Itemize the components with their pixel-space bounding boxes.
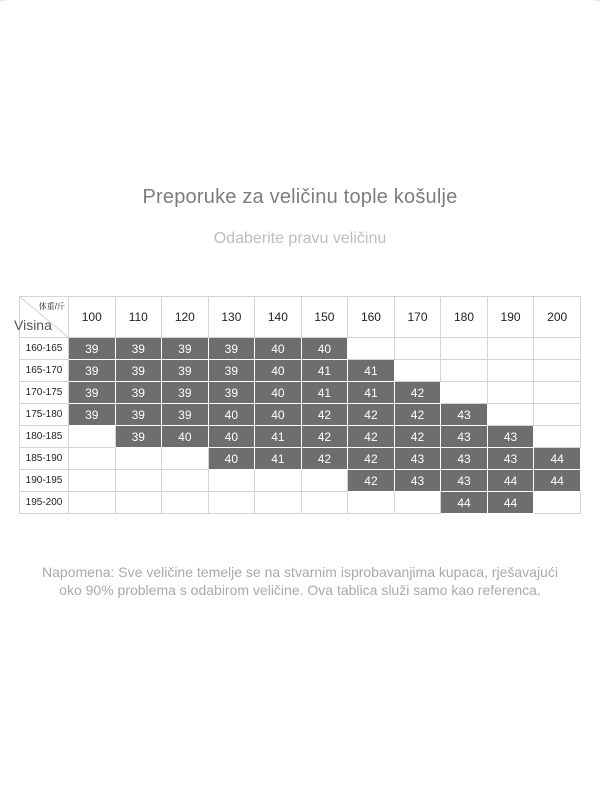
table-row (20, 360, 581, 382)
height-range-cell: 195-200 (20, 492, 69, 514)
size-cell: 44 (487, 470, 534, 492)
height-range-cell: 190-195 (20, 470, 69, 492)
height-range-cell: 185-190 (20, 448, 69, 470)
table-row (20, 404, 581, 426)
empty-cell (487, 404, 534, 426)
weight-header-row (20, 297, 581, 338)
page-title: Preporuke za veličinu tople košulje (142, 186, 458, 208)
height-range-cell: 165-170 (20, 360, 69, 382)
size-cell: 40 (255, 338, 302, 360)
size-cell: 43 (441, 426, 488, 448)
empty-cell (301, 470, 348, 492)
empty-cell (534, 338, 581, 360)
height-range-cell: 175-180 (20, 404, 69, 426)
size-cell: 39 (115, 426, 162, 448)
weight-header: 100 (69, 297, 116, 338)
size-cell: 39 (208, 338, 255, 360)
size-cell: 41 (348, 360, 395, 382)
size-cell: 42 (394, 426, 441, 448)
size-cell: 41 (255, 426, 302, 448)
empty-cell (534, 360, 581, 382)
size-cell: 42 (301, 448, 348, 470)
size-cell: 42 (348, 404, 395, 426)
weight-header: 200 (534, 297, 581, 338)
size-cell: 39 (162, 404, 209, 426)
size-cell: 40 (208, 426, 255, 448)
empty-cell (441, 360, 488, 382)
size-cell: 40 (208, 448, 255, 470)
note-line: oko 90% problema s odabirom veličine. Ova tablica služi samo kao referenca. (59, 582, 541, 598)
empty-cell (115, 470, 162, 492)
weight-header: 150 (301, 297, 348, 338)
size-cell: 42 (394, 404, 441, 426)
size-cell: 40 (255, 360, 302, 382)
size-cell: 39 (208, 360, 255, 382)
size-cell: 41 (301, 382, 348, 404)
size-cell: 39 (162, 360, 209, 382)
weight-header: 120 (162, 297, 209, 338)
size-chart-body (20, 338, 581, 514)
size-cell: 42 (394, 382, 441, 404)
border-mark (0, 0, 6, 1)
empty-cell (487, 382, 534, 404)
size-cell: 43 (394, 470, 441, 492)
size-cell: 43 (441, 470, 488, 492)
empty-cell (487, 338, 534, 360)
table-row (20, 448, 581, 470)
size-cell: 43 (441, 448, 488, 470)
size-cell: 39 (115, 382, 162, 404)
weight-header: 170 (394, 297, 441, 338)
empty-cell (69, 492, 116, 514)
empty-cell (115, 492, 162, 514)
size-cell: 41 (348, 382, 395, 404)
size-cell: 39 (69, 382, 116, 404)
size-cell: 39 (69, 404, 116, 426)
size-cell: 43 (441, 404, 488, 426)
size-cell: 43 (487, 426, 534, 448)
empty-cell (255, 492, 302, 514)
size-cell: 44 (534, 470, 581, 492)
size-cell: 40 (301, 338, 348, 360)
weight-header: 190 (487, 297, 534, 338)
size-cell: 42 (348, 470, 395, 492)
note-text (0, 563, 600, 599)
size-cell: 43 (394, 448, 441, 470)
size-cell: 39 (115, 338, 162, 360)
empty-cell (394, 360, 441, 382)
table-row (20, 470, 581, 492)
empty-cell (208, 470, 255, 492)
empty-cell (301, 492, 348, 514)
weight-axis-label: 体重/斤 (38, 302, 65, 311)
size-chart-table (14, 296, 581, 514)
table-row (20, 338, 581, 360)
empty-cell (69, 448, 116, 470)
empty-cell (69, 426, 116, 448)
size-cell: 40 (255, 382, 302, 404)
corner-header-cell (14, 297, 69, 338)
size-cell: 39 (69, 338, 116, 360)
empty-cell (534, 404, 581, 426)
table-row (20, 426, 581, 448)
empty-cell (162, 448, 209, 470)
height-range-cell: 160-165 (20, 338, 69, 360)
weight-header: 130 (208, 297, 255, 338)
empty-cell (162, 470, 209, 492)
empty-cell (534, 382, 581, 404)
size-cell: 39 (208, 382, 255, 404)
empty-cell (69, 470, 116, 492)
page-subtitle: Odaberite pravu veličinu (213, 230, 387, 247)
size-cell: 41 (301, 360, 348, 382)
size-cell: 40 (255, 404, 302, 426)
empty-cell (394, 492, 441, 514)
weight-header: 110 (115, 297, 162, 338)
height-range-cell: 180-185 (20, 426, 69, 448)
table-row (20, 382, 581, 404)
empty-cell (441, 338, 488, 360)
empty-cell (534, 426, 581, 448)
size-cell: 42 (301, 404, 348, 426)
empty-cell (162, 492, 209, 514)
size-cell: 40 (162, 426, 209, 448)
height-axis-label: Visina (14, 317, 52, 333)
weight-header: 140 (255, 297, 302, 338)
size-cell: 42 (348, 448, 395, 470)
border-mark (594, 0, 600, 1)
table-row (20, 492, 581, 514)
empty-cell (208, 492, 255, 514)
empty-cell (348, 338, 395, 360)
empty-cell (348, 492, 395, 514)
size-cell: 39 (162, 382, 209, 404)
size-cell: 39 (115, 404, 162, 426)
size-cell: 40 (208, 404, 255, 426)
size-cell: 44 (534, 448, 581, 470)
size-cell: 44 (441, 492, 488, 514)
size-cell: 44 (487, 492, 534, 514)
size-cell: 39 (115, 360, 162, 382)
size-cell: 42 (348, 426, 395, 448)
empty-cell (441, 382, 488, 404)
empty-cell (255, 470, 302, 492)
empty-cell (534, 492, 581, 514)
empty-cell (115, 448, 162, 470)
empty-cell (394, 338, 441, 360)
note-line: Napomena: Sve veličine temelje se na stvarnim isprobavanjima kupaca, rješavajući (42, 564, 558, 580)
weight-header: 160 (348, 297, 395, 338)
size-cell: 41 (255, 448, 302, 470)
empty-cell (487, 360, 534, 382)
height-range-cell: 170-175 (20, 382, 69, 404)
weight-header: 180 (441, 297, 488, 338)
size-cell: 43 (487, 448, 534, 470)
size-cell: 42 (301, 426, 348, 448)
size-cell: 39 (69, 360, 116, 382)
size-cell: 39 (162, 338, 209, 360)
